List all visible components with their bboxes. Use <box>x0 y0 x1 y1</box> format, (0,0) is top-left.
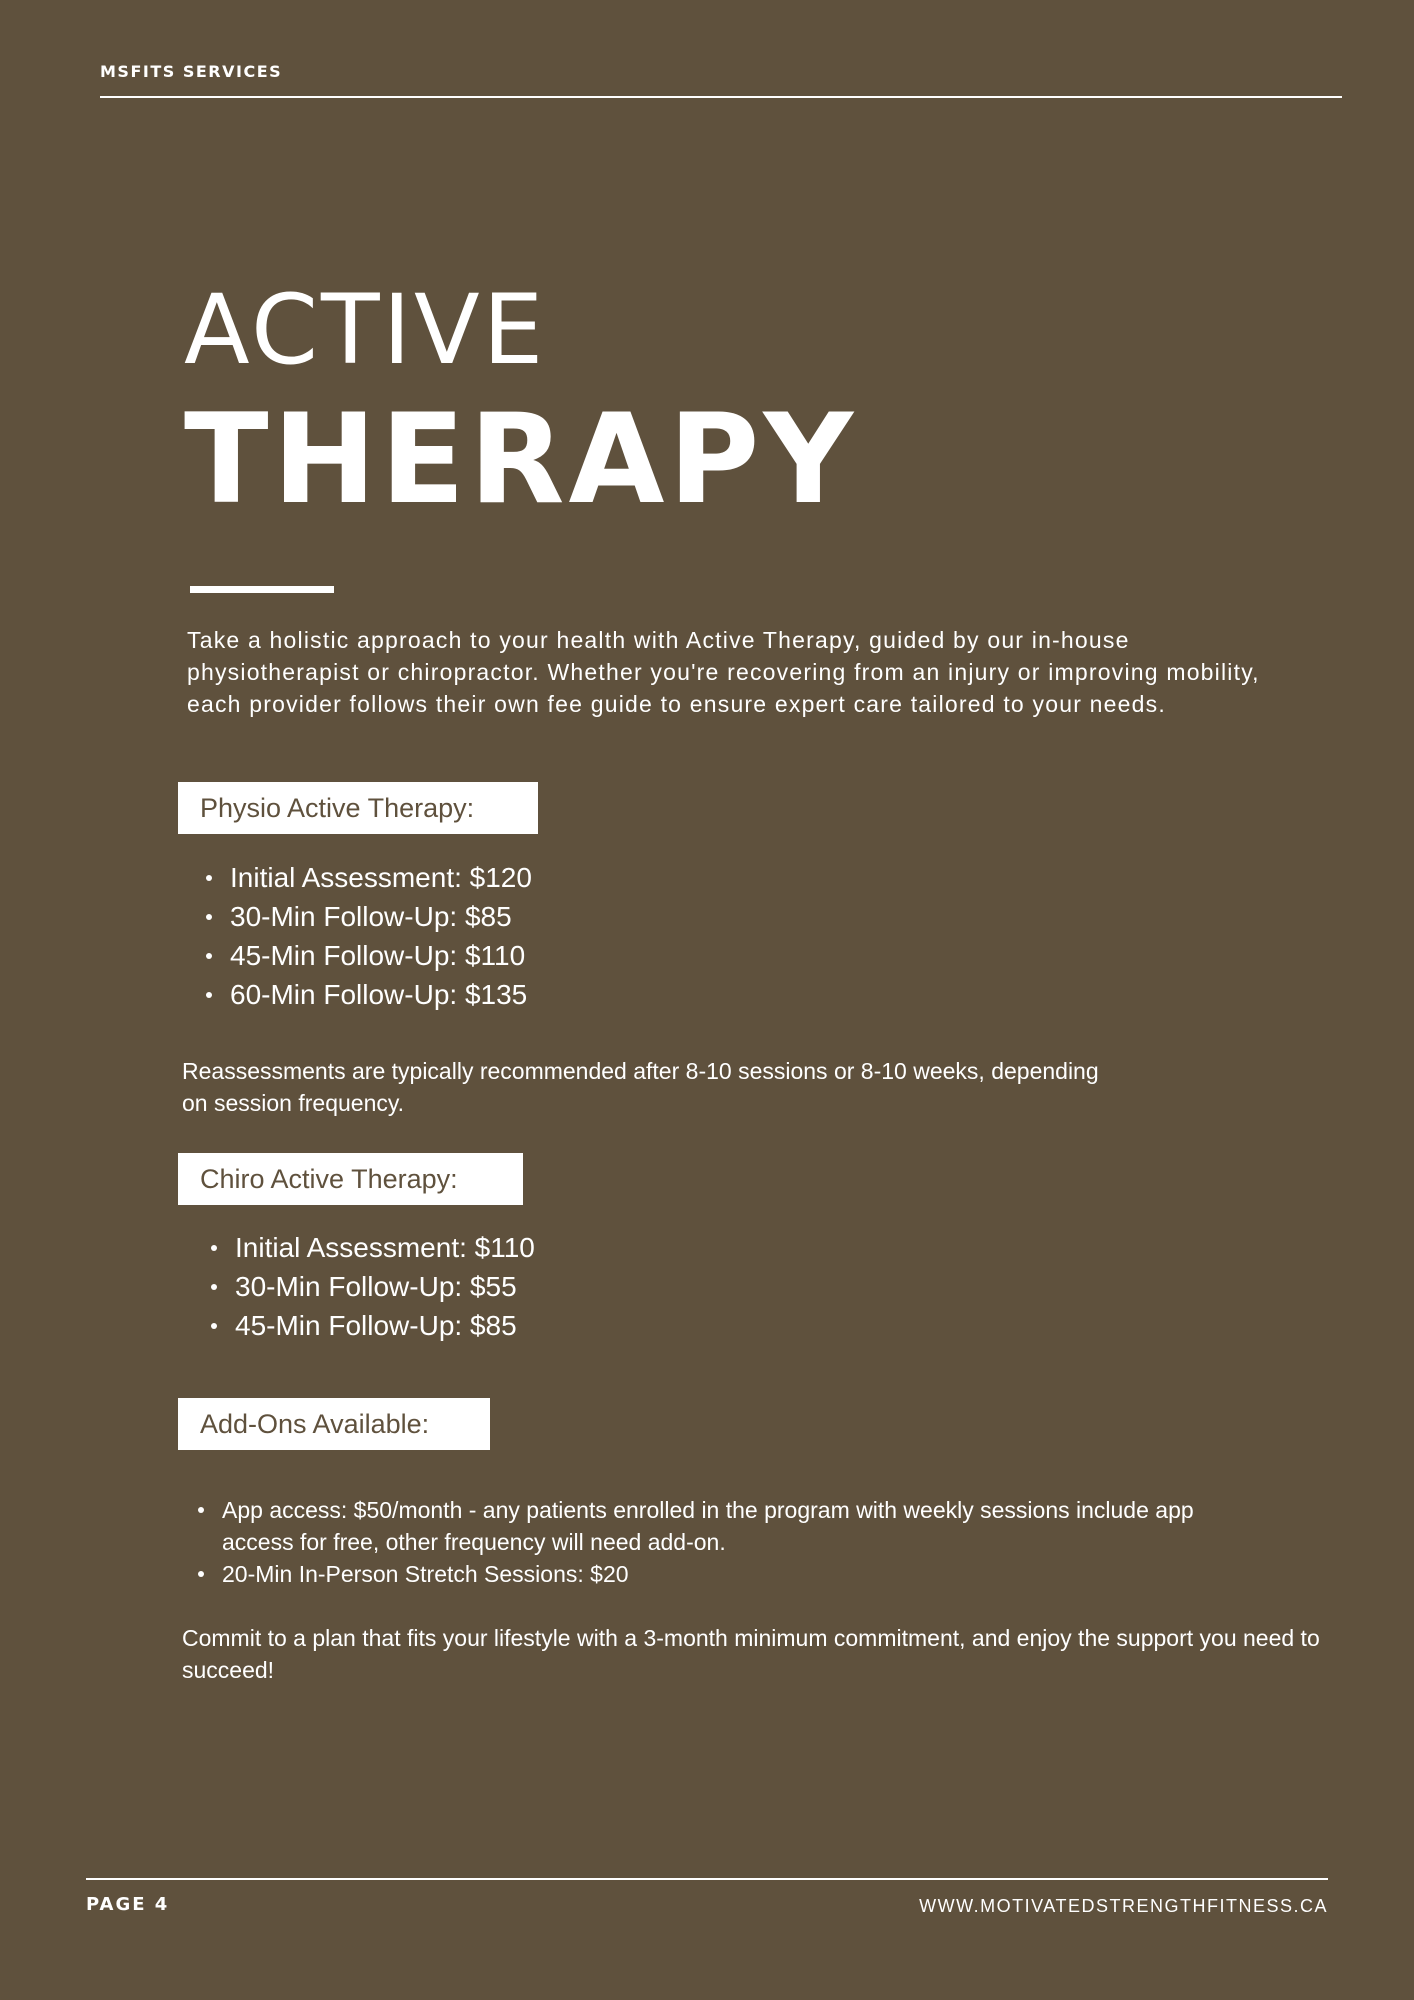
title-line-2: THERAPY <box>184 388 858 532</box>
intro-paragraph: Take a holistic approach to your health with Active Therapy, guided by our in-house physiotherapist or chiropractor. Whether you're recovering from an injury or improving mobility, each provider follows their own fee guide to ensure expert care tailored to your needs. <box>187 627 1260 717</box>
list-item: 45-Min Follow-Up: $85 <box>211 1306 535 1345</box>
list-item: 30-Min Follow-Up: $85 <box>206 897 532 936</box>
list-item: 45-Min Follow-Up: $110 <box>206 936 532 975</box>
website-url: WWW.MOTIVATEDSTRENGTHFITNESS.CA <box>919 1896 1328 1916</box>
physio-price-list <box>206 858 532 1014</box>
list-item: Initial Assessment: $110 <box>211 1228 535 1267</box>
footer-divider <box>86 1878 1328 1880</box>
chiro-price-list <box>211 1228 535 1345</box>
title-line-1: ACTIVE <box>184 274 547 386</box>
list-item: 60-Min Follow-Up: $135 <box>206 975 532 1014</box>
title-underline <box>190 586 334 593</box>
header-divider <box>100 96 1342 98</box>
list-item: 20-Min In-Person Stretch Sessions: $20 <box>198 1558 1218 1590</box>
chiro-heading: Chiro Active Therapy: <box>178 1153 523 1205</box>
closing-paragraph: Commit to a plan that fits your lifestyle with a 3-month minimum commitment, and enjoy the support you need to succeed! <box>182 1625 1320 1683</box>
header-label: MSFITS SERVICES <box>100 62 283 81</box>
physio-heading: Physio Active Therapy: <box>178 782 538 834</box>
list-item: App access: $50/month - any patients enrolled in the program with weekly sessions include app access for free, other frequency will need add-on. <box>198 1494 1218 1558</box>
list-item: Initial Assessment: $120 <box>206 858 532 897</box>
reassessment-note: Reassessments are typically recommended after 8-10 sessions or 8-10 weeks, depending on session frequency. <box>182 1058 1099 1116</box>
addons-list <box>198 1494 1218 1590</box>
addons-heading: Add-Ons Available: <box>178 1398 490 1450</box>
list-item: 30-Min Follow-Up: $55 <box>211 1267 535 1306</box>
page-number: PAGE 4 <box>86 1894 170 1915</box>
